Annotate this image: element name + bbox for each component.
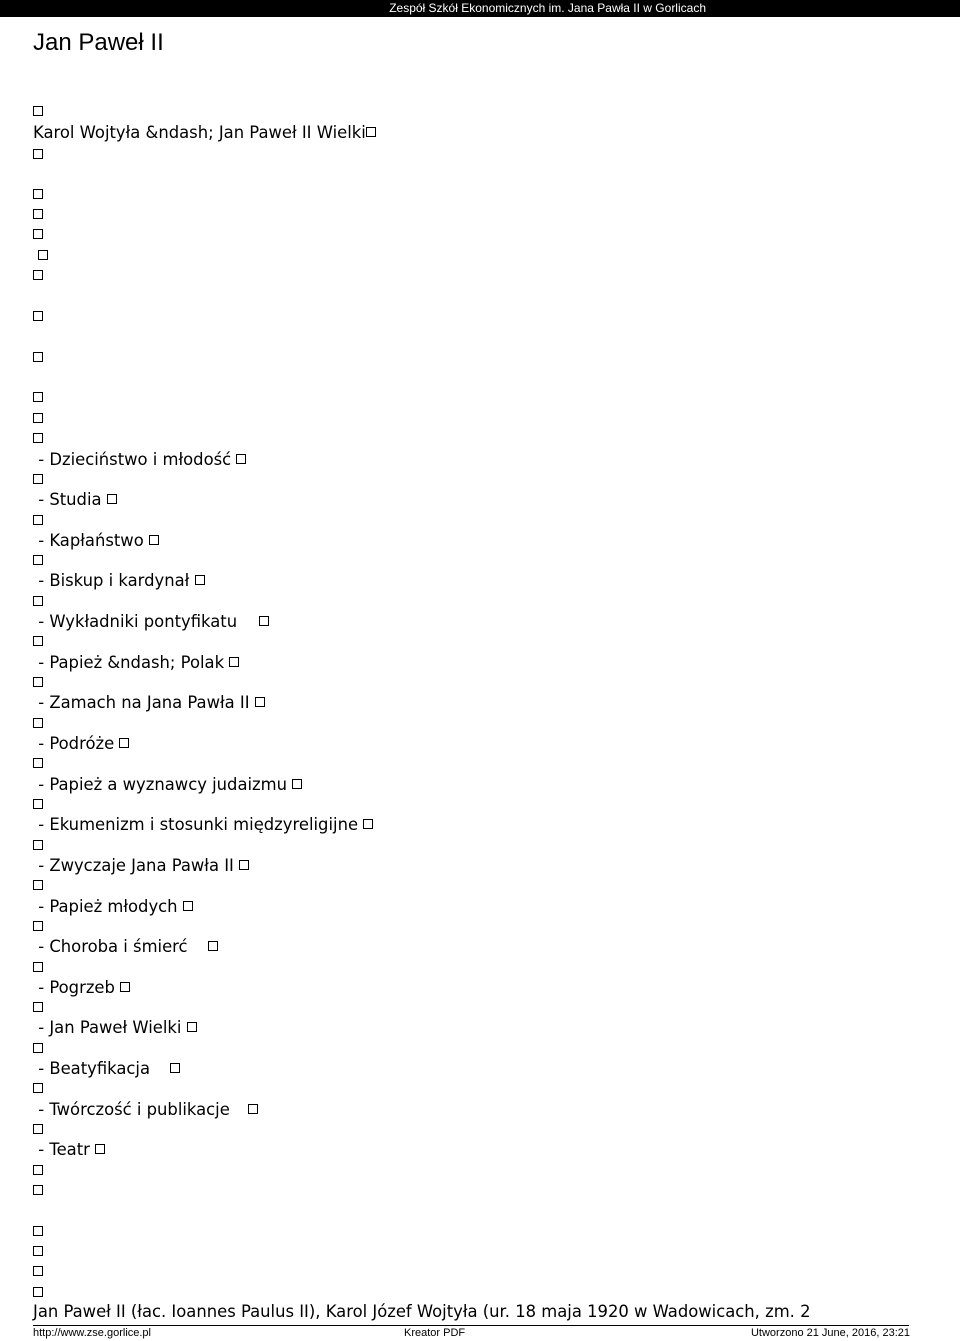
placeholder-glyph [33,1283,43,1303]
placeholder-glyph [38,246,48,266]
placeholder-glyph [33,225,43,245]
placeholder-glyph [229,657,239,667]
footer-created-date: Utworzono 21 June, 2016, 23:21 [750,1327,910,1339]
footer-url-link[interactable]: http://www.zse.gorlice.pl [33,1327,151,1339]
placeholder-glyph [33,145,43,165]
placeholder-glyph [33,266,43,286]
placeholder-glyph [33,1181,43,1201]
placeholder-glyph [33,836,43,856]
placeholder-glyph [195,575,205,585]
placeholder-glyph [149,535,159,545]
placeholder-glyph [33,1120,43,1140]
placeholder-glyph [33,673,43,693]
document-header-bar [0,0,960,17]
placeholder-glyph [170,1063,180,1073]
placeholder-glyph [33,348,43,368]
toc-item: - Biskup i kardynał [33,571,205,591]
placeholder-glyph [33,1262,43,1282]
intro-paragraph: Jan Paweł II (łac. Ioannes Paulus II), Karol Józef Wojtyła (ur. 18 maja 1920 w Wadowicach, zm. 2 [33,1302,811,1321]
placeholder-glyph [366,127,376,137]
placeholder-glyph [255,697,265,707]
placeholder-glyph [33,409,43,429]
placeholder-glyph [33,470,43,490]
placeholder-glyph [33,795,43,815]
placeholder-glyph [33,592,43,612]
toc-item: - Papież młodych [33,897,193,917]
placeholder-glyph [363,819,373,829]
placeholder-glyph [33,917,43,937]
toc-item: - Dzieciństwo i młodość [33,450,246,470]
toc-item: - Papież &ndash; Polak [33,653,239,673]
toc-item: - Zamach na Jana Pawła II [33,693,265,713]
toc-item: - Zwyczaje Jana Pawła II [33,856,249,876]
toc-item: - Teatr [33,1140,105,1160]
toc-item: - Podróże [33,734,129,754]
school-name: Zespół Szkół Ekonomicznych im. Jana Pawła II w Gorlicach [389,1,706,15]
footer-generator: Kreator PDF [404,1327,466,1339]
toc-item: - Studia [33,490,117,510]
placeholder-glyph [33,958,43,978]
placeholder-glyph [248,1104,258,1114]
placeholder-glyph [33,1161,43,1181]
placeholder-glyph [33,429,43,449]
toc-item: - Papież a wyznawcy judaizmu [33,775,302,795]
placeholder-glyph [33,1242,43,1262]
placeholder-glyph [33,388,43,408]
placeholder-glyph [187,1022,197,1032]
placeholder-glyph [33,1039,43,1059]
placeholder-glyph [33,998,43,1018]
placeholder-glyph [33,632,43,652]
placeholder-glyph [208,941,218,951]
placeholder-glyph [33,185,43,205]
placeholder-glyph [33,511,43,531]
footer-divider [33,1325,909,1326]
toc-item: - Choroba i śmierć [33,937,218,957]
heading-line: Karol Wojtyła &ndash; Jan Paweł II Wielki [33,123,376,143]
placeholder-glyph [33,307,43,327]
placeholder-glyph [33,754,43,774]
toc-item: - Pogrzeb [33,978,130,998]
placeholder-glyph [33,1079,43,1099]
placeholder-glyph [33,551,43,571]
toc-item: - Kapłaństwo [33,531,159,551]
placeholder-glyph [33,876,43,896]
placeholder-glyph [259,616,269,626]
placeholder-glyph [236,454,246,464]
placeholder-glyph [292,779,302,789]
placeholder-glyph [33,1222,43,1242]
toc-item: - Twórczość i publikacje [33,1100,258,1120]
toc-item: - Wykładniki pontyfikatu [33,612,269,632]
placeholder-glyph [95,1144,105,1154]
placeholder-glyph [33,714,43,734]
placeholder-glyph [239,860,249,870]
placeholder-glyph [33,205,43,225]
page-title: Jan Paweł II [33,29,164,56]
toc-item: - Jan Paweł Wielki [33,1018,197,1038]
placeholder-glyph [107,494,117,504]
toc-item: - Beatyfikacja [33,1059,180,1079]
placeholder-glyph [183,901,193,911]
placeholder-glyph [120,982,130,992]
placeholder-glyph [33,102,43,122]
toc-item: - Ekumenizm i stosunki międzyreligijne [33,815,373,835]
placeholder-glyph [119,738,129,748]
